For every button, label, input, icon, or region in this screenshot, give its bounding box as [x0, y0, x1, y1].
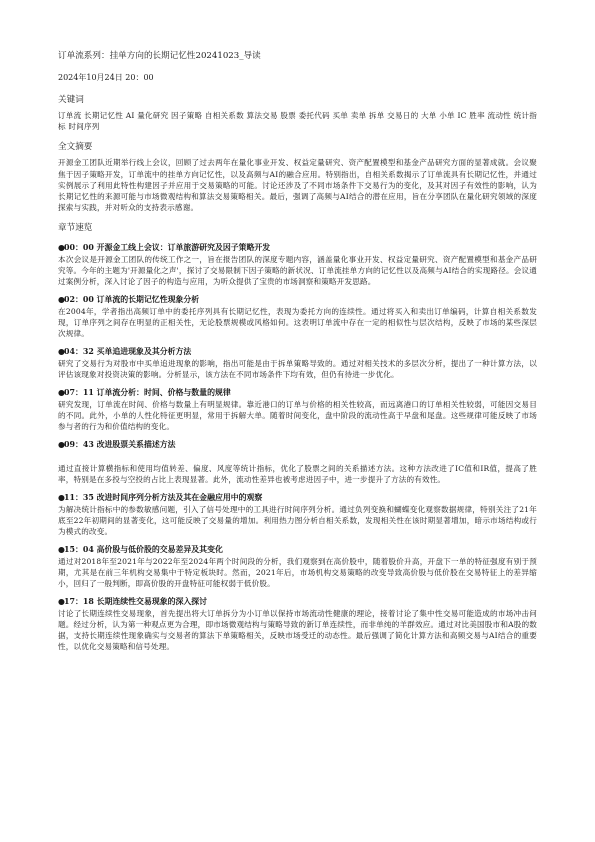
bullet-icon: ● — [58, 597, 65, 607]
chapter-title: 09：43 改进股票关系描述方法 — [64, 440, 176, 450]
chapter-item — [58, 544, 537, 589]
chapter-body: 为解决统计指标中的参数敏感问题，引入了信号处理中的工具进行时间序列分析。通过负列变换和蝴蝶变化观察数据规律，特别关注了21年底至22年初期间的显著变化，这可能反映了交易量的增加。利用热力图分析自相关系数，发现相关性在该时期显著增加，暗示市场结构或行为模式的改变。 — [58, 504, 537, 536]
chapter-body: 在2004年，学者指出高频订单中的委托序列具有长期记忆性，表现为委托方向的连续性。通过将买入和卖出订单编码，计算自相关系数发现，订单序列之间存在明显的正相关性，无论股票规模或风格如何。这表明订单流中存在一定的相似性与层次结构，反映了市场的某些深层次规律。 — [58, 306, 537, 339]
chapter-body: 本次会议是开源金工团队的传统工作之一，旨在报告团队的深度专题内容，涵盖量化事业开发、权益定量研究、资产配置模型和基金产品研究等。今年的主题为'开源量化之声'，探讨了交易限制下因子策略的新状况、订单流挂单方向的记忆性以及高频与AI结合的实现路径。会议通过案例分析，深入讨论了因子的构造与应用，为听众提供了宝贵的市场洞察和策略开发思路。 — [58, 254, 537, 287]
bullet-icon: ● — [58, 243, 65, 253]
chapter-title: 04：32 买单追进现象及其分析方法 — [64, 347, 192, 357]
chapter-body: 讨论了长期连续性交易现象，首先提出将大订单拆分为小订单以保持市场流动性健康的理论，接着讨论了集中性交易可能造成的市场冲击问题。经过分析，认为第一种观点更为合理，即市场微观结构与策略导致的新订单连续性，而非单纯的羊群效应。通过对比美国股市和A股的数据，支持长期连续性现象确实与交易者的算法下单策略相关，反映市场受迁的动态性。最后强调了简化计算方法和高频交易与AI结合的重要性，以优化交易策略和信号处理。 — [58, 608, 537, 652]
bullet-icon: ● — [58, 440, 65, 450]
keywords-text: 订单流 长期记忆性 AI 量化研究 因子策略 自相关系数 算法交易 股票 委托代码 买单 卖单 拆单 交易日的 大单 小单 IC 胜率 流动性 统计指标 时间序列 — [58, 111, 537, 132]
chapter-item — [58, 596, 537, 652]
chapter-body: 研究了交易行为对股市中买单追进现象的影响，指出可能是由于拆单策略导致的。通过对相关技术的多层次分析，提出了一种计算方法，以评估该现象对投资决策的影响。分析显示，该方法在不同市场条件下均有效，但仍有待进一步优化。 — [58, 358, 537, 380]
chapter-item — [58, 492, 537, 537]
chapter-title: 07：11 订单流分析：时间、价格与数量的规律 — [64, 388, 231, 398]
summary-text: 开源金工团队近期举行线上会议，回顾了过去两年在量化事业开发、权益定量研究、资产配置模型和基金产品研究方面的显著成就。会议聚焦于因子策略开发，订单流中的挂单方向记忆性，以及高频与AI的融合应用。特别指出，自相关系数揭示了订单流具有长期记忆性，并通过实例展示了利用此特性构建因子并应用于交易策略的可能。讨论还涉及了不同市场条件下交易行为的变化，及其对因子有效性的影响，认为长期记忆性的来源可能与市场微观结构和算法交易策略相关。最后，强调了高频与AI结合的潜在应用，旨在分享团队在量化研究领域的深度探索与实践，并对听众的支持表示感谢。 — [58, 158, 537, 213]
chapter-item — [58, 439, 537, 485]
chapter-title: 11：35 改进时间序列分析方法及其在金融应用中的观察 — [64, 493, 263, 503]
document-date: 2024年10月24日 20：00 — [58, 73, 154, 82]
chapter-item — [58, 387, 537, 432]
bullet-icon: ● — [58, 388, 65, 398]
chapter-title: 02：00 订单流的长期记忆性现象分析 — [64, 295, 200, 305]
document-title: 订单流系列：挂单方向的长期记忆性20241023_导读 — [58, 51, 261, 61]
chapter-body: 通过对2018年至2021年与2022年至2024年两个时间段的分析，我们观察到在高价股中，随着股价升高，开盘下一单的特征强度有别于预期，尤其是在前三年机构交易集中于特定板块时。然而，2021年后，市场机构交易策略的改变导致高价股与低价股在交易特征上的差异缩小，回归了一般判断，即高价股的开盘特征可能权弱于低价股。 — [58, 556, 537, 588]
chapters-heading: 章节速览 — [58, 223, 93, 234]
chapter-item — [58, 242, 537, 287]
bullet-icon: ● — [58, 493, 65, 503]
summary-heading: 全文摘要 — [58, 142, 93, 153]
bullet-icon: ● — [58, 347, 65, 357]
chapter-body: 通过直接计算横指标和使用均值转差、偏度、风度等统计指标，优化了股票之间的关系描述方法。这种方法改进了IC值和IR值，提高了胜率，特别是在多投与空投的占比上表现显著。此外，流动性差异也被考虑进因子中，进一步提升了方法的有效性。 — [58, 463, 537, 484]
chapter-item — [58, 346, 537, 380]
bullet-icon: ● — [58, 545, 65, 555]
chapter-title: 00：00 开源金工线上会议：订单旅游研究及因子策略开发 — [64, 243, 271, 253]
chapter-body: 研究发现，订单流在时间、价格与数量上有明显规律。靠近港口的订单与价格的相关性较高，而远离港口的订单相关性较弱，可能因交易目的不同。此外，小单的人性化特征更明显，常用于拆解大单。随着时间变化，盘中阶段的流动性高于早盘和尾盘。这些规律可能反映了市场参与者的行为和价值结构的变化。 — [58, 399, 537, 432]
chapter-title: 17：18 长期连续性交易现象的深入探讨 — [64, 597, 208, 607]
chapter-title: 15：04 高价股与低价股的交易差异及其变化 — [64, 545, 223, 555]
chapter-item — [58, 294, 537, 339]
bullet-icon: ● — [58, 295, 65, 305]
keywords-heading: 关键词 — [58, 95, 84, 105]
